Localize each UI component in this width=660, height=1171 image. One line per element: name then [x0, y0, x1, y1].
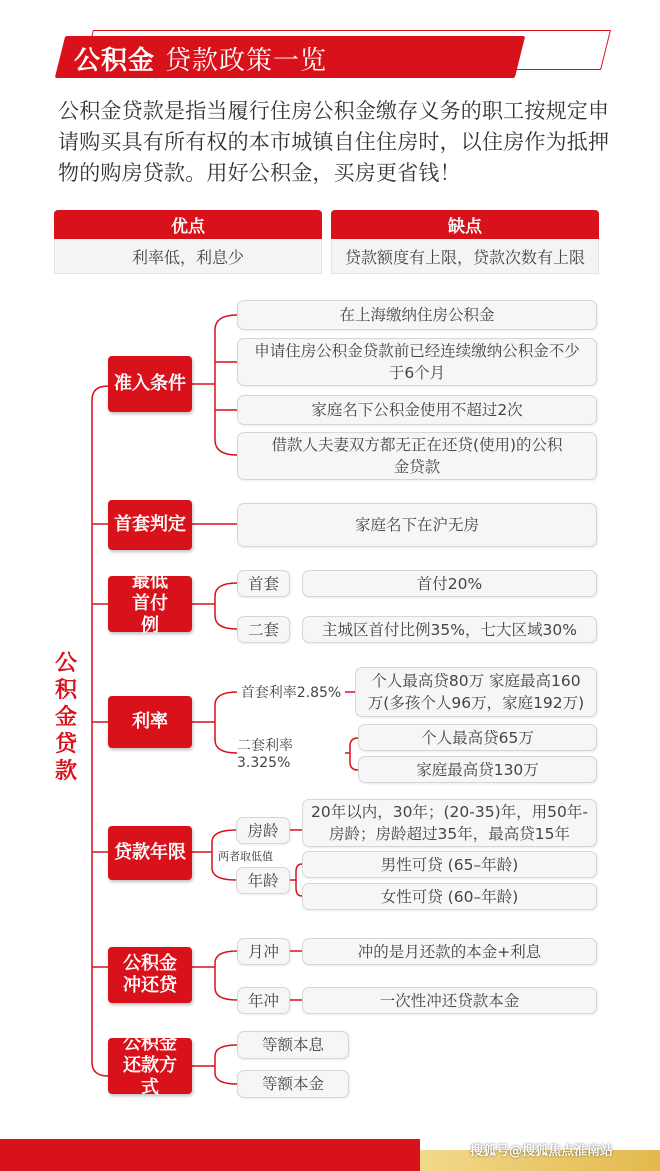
- cons-body: 贷款额度有上限，贷款次数有上限: [331, 239, 599, 274]
- rate-second-value: 个人最高贷65万: [358, 724, 597, 751]
- rate-first-label: 首套利率2.85%: [240, 685, 342, 701]
- term-value: 20年以内，30年；(20-35)年，用50年-房龄；房龄超过35年，最高贷15年: [302, 799, 597, 847]
- term-note: 两者取低值: [218, 850, 273, 863]
- footer-red-bar: [0, 1139, 420, 1171]
- title-bold: 公积金: [74, 45, 156, 76]
- pros-head: 优点: [54, 210, 322, 239]
- access-item: 在上海缴纳住房公积金: [237, 300, 597, 330]
- prepay-value: 一次性冲还贷款本金: [302, 987, 597, 1014]
- rate-second-label: 二套利率3.325%: [237, 738, 293, 771]
- category-term: 贷款年限: [108, 826, 192, 880]
- category-access: 准入条件: [108, 356, 192, 412]
- repay-item: 等额本金: [237, 1070, 349, 1098]
- down-payment-value: 主城区首付比例35%，七大区域30%: [302, 616, 597, 643]
- page-title: [74, 40, 327, 76]
- term-label: 房龄: [236, 817, 290, 844]
- pros-card: [54, 210, 322, 274]
- access-item: 家庭名下公积金使用不超过2次: [237, 395, 597, 425]
- down-payment-value: 首付20%: [302, 570, 597, 597]
- footer-watermark: 搜狐号@搜狐焦点淮南站: [470, 1144, 614, 1159]
- term-label: 年龄: [236, 867, 290, 894]
- main-label: 公积金贷款: [54, 651, 77, 784]
- prepay-label: 年冲: [237, 987, 290, 1014]
- first-home-item: 家庭名下在沪无房: [237, 503, 597, 547]
- repay-item: 等额本息: [237, 1031, 349, 1059]
- term-value: 女性可贷 (60–年龄): [302, 883, 597, 910]
- title-rest: 贷款政策一览: [165, 45, 328, 76]
- prepay-label: 月冲: [237, 938, 290, 965]
- access-item: 借款人夫妻双方都无正在还贷(使用)的公积金贷款: [237, 432, 597, 480]
- down-payment-label: 首套: [237, 570, 290, 597]
- access-item: 申请住房公积金贷款前已经连续缴纳公积金不少于6个月: [237, 338, 597, 386]
- pros-body: 利率低，利息少: [54, 239, 322, 274]
- rate-second-value: 家庭最高贷130万: [358, 756, 597, 783]
- category-repay: 公积金还款方式: [108, 1038, 192, 1094]
- prepay-value: 冲的是月还款的本金+利息: [302, 938, 597, 965]
- category-prepay: 公积金冲还贷: [108, 947, 192, 1003]
- cons-head: 缺点: [331, 210, 599, 239]
- rate-first-value: 个人最高贷80万 家庭最高160万(多孩个人96万，家庭192万): [355, 667, 597, 717]
- category-down-payment: 最低首付例: [108, 576, 192, 632]
- category-first-home: 首套判定: [108, 500, 192, 550]
- down-payment-label: 二套: [237, 616, 290, 643]
- term-value: 男性可贷 (65–年龄): [302, 851, 597, 878]
- cons-card: [331, 210, 599, 274]
- intro-paragraph: 公积金贷款是指当履行住房公积金缴存义务的职工按规定申请购买具有所有权的本市城镇自住住房时，以住房作为抵押物的购房贷款。用好公积金，买房更省钱！: [58, 99, 610, 185]
- category-rate: 利率: [108, 696, 192, 748]
